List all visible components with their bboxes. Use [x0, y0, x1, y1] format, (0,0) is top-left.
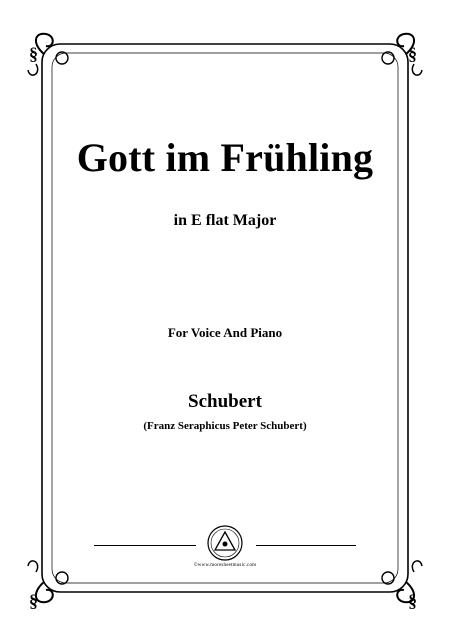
- corner-s-glyph: §: [29, 44, 38, 64]
- key-subtitle: in E flat Major: [173, 212, 277, 229]
- right-divider-line: [256, 545, 356, 546]
- corner-s-glyph: §: [29, 591, 38, 611]
- page-title: Gott im Frühling: [76, 135, 374, 180]
- website-credit: ©www.moresheetmusic.com: [193, 563, 257, 568]
- corner-s-glyph: §: [408, 44, 417, 64]
- instrumentation-label: For Voice And Piano: [167, 325, 283, 340]
- corner-s-glyph: §: [408, 591, 417, 611]
- triangle-seal-icon: [205, 523, 245, 563]
- left-divider-line: [94, 545, 196, 546]
- composer-name: Schubert: [188, 391, 262, 412]
- composer-full-name: (Franz Seraphicus Peter Schubert): [143, 420, 307, 432]
